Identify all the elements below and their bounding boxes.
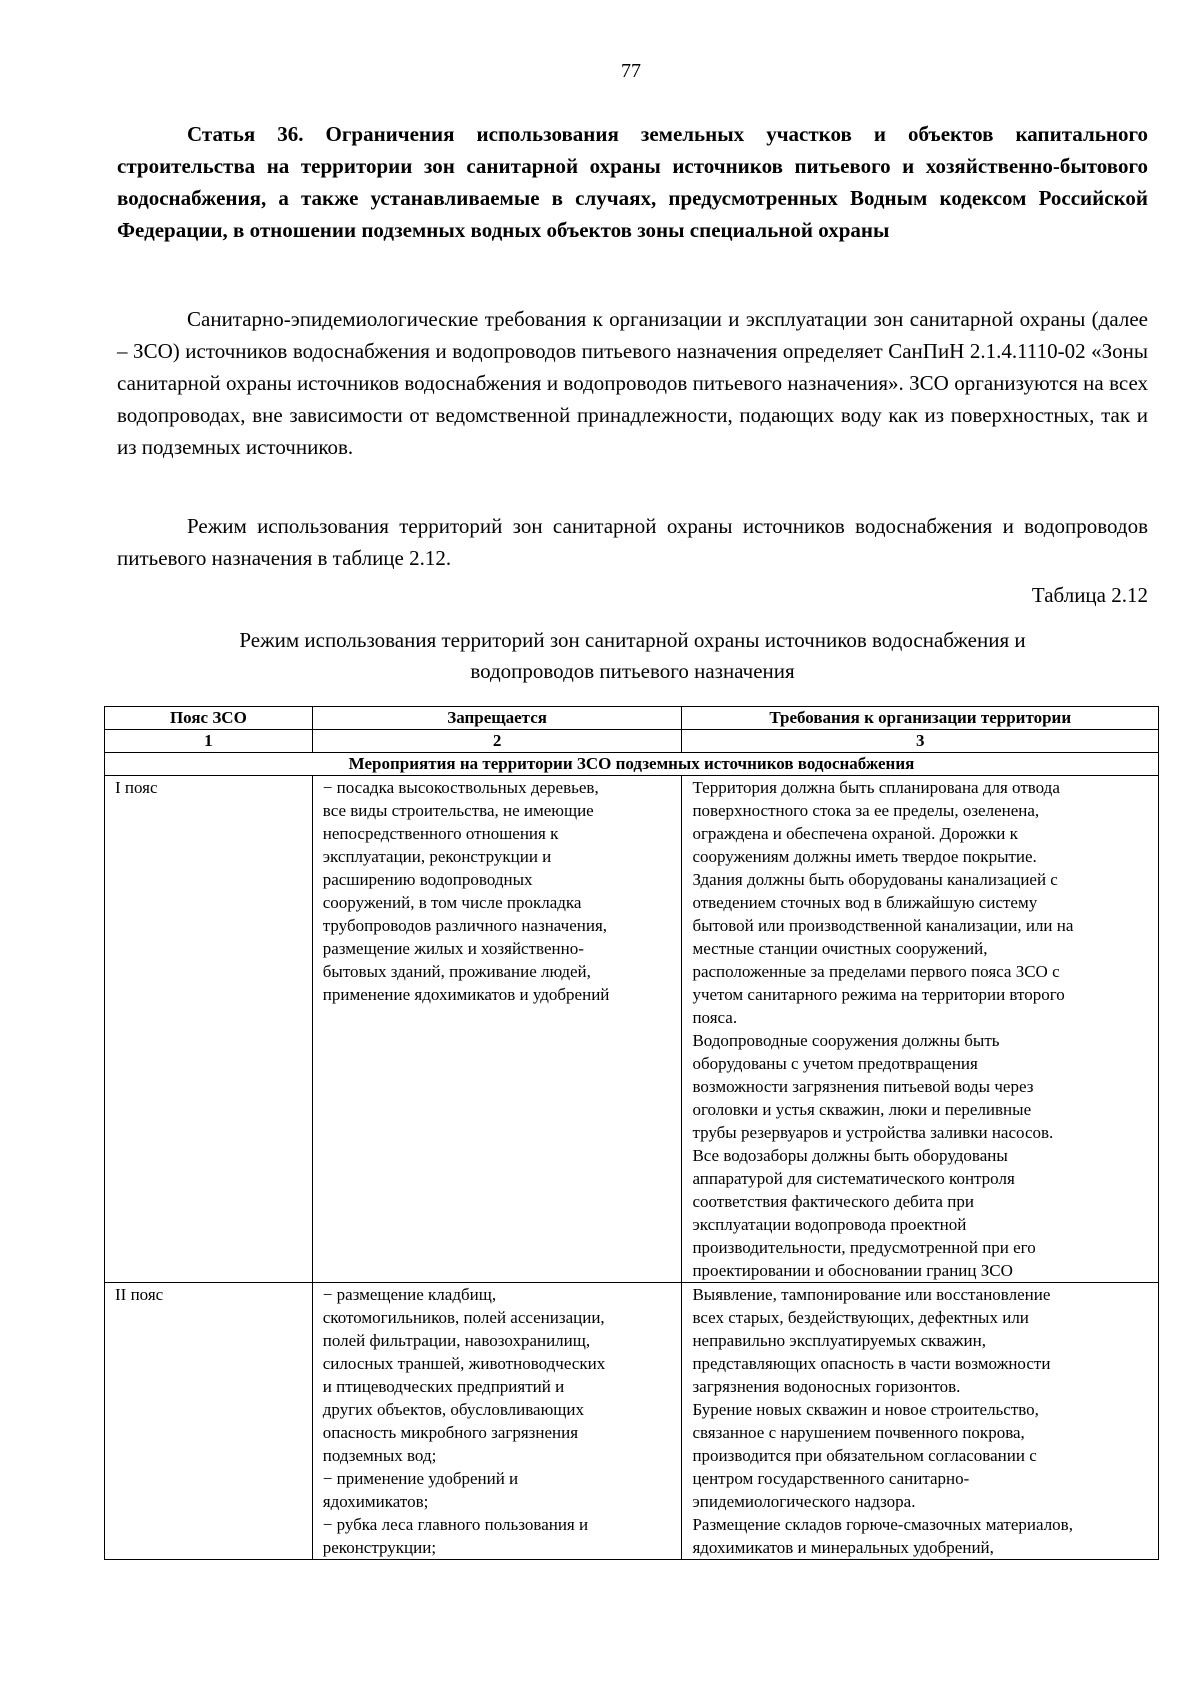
cell-line: − размещение кладбищ, <box>322 1285 497 1304</box>
cell-line: опасность микробного загрязнения <box>322 1423 579 1442</box>
cell-line: Размещение складов горюче-смазочных материалов, <box>692 1515 1073 1534</box>
table-label: Таблица 2.12 <box>1031 583 1148 607</box>
cell-line: Выявление, тампонирование или восстановление <box>692 1285 1051 1304</box>
prohibited-cell <box>312 776 682 1283</box>
cell-line: других объектов, обусловливающих <box>322 1400 584 1419</box>
cell-line: аппаратурой для систематического контроля <box>692 1169 1015 1188</box>
cell-line: − посадка высокоствольных деревьев, <box>322 778 599 797</box>
cell-line: трубы резервуаров и устройства заливки насосов. <box>692 1123 1054 1142</box>
cell-line: загрязнения водоносных горизонтов. <box>692 1377 961 1396</box>
article-title-text: Статья 36. Ограничения использования земельных участков и объектов капитального строительства на территории зон санитарной охраны источников питьевого и хозяйственно-бытового водоснабжения, а также устанавливаемые в случаях, предусмотренных Водным кодексом Российской Федерации, в отношении подземных водных объектов зоны специальной охраны <box>117 122 1148 242</box>
cell-line: скотомогильников, полей ассенизации, <box>322 1308 605 1327</box>
cell-line: возможности загрязнения питьевой воды через <box>692 1077 1034 1096</box>
cell-line: бытовой или производственной канализации, или на <box>692 916 1074 935</box>
article-title <box>117 118 1148 246</box>
cell-line: − рубка леса главного пользования и <box>322 1515 589 1534</box>
cell-line: эксплуатации, реконструкции и <box>322 847 552 866</box>
cell-line: расширению водопроводных <box>322 870 533 889</box>
cell-line: неправильно эксплуатируемых скважин, <box>692 1331 986 1350</box>
header-prohibited: Запрещается <box>312 707 682 730</box>
cell-line: пояса. <box>692 1008 738 1027</box>
cell-line: производительности, предусмотренной при его <box>692 1238 1036 1257</box>
prohibited-cell <box>312 1283 682 1560</box>
table-caption-line: Режим использования территорий зон санитарной охраны источников водоснабжения и <box>239 628 1026 652</box>
cell-line: ядохимикатов; <box>322 1492 429 1511</box>
cell-line: Все водозаборы должны быть оборудованы <box>692 1146 1008 1165</box>
paragraph-regime: Режим использования территорий зон санитарной охраны источников водоснабжения и водопроводов питьевого назначения в таблице 2.12. <box>117 514 1148 570</box>
cell-line: отведением сточных вод в ближайшую систему <box>692 893 1038 912</box>
cell-line: Водопроводные сооружения должны быть <box>692 1031 1000 1050</box>
column-number: 3 <box>682 730 1159 753</box>
cell-line: сооружений, в том числе прокладка <box>322 893 582 912</box>
cell-line: эпидемиологического надзора. <box>692 1492 916 1511</box>
cell-line: учетом санитарного режима на территории второго <box>692 985 1065 1004</box>
table-header-row <box>105 707 1159 730</box>
cell-line: соответствия фактического дебита при <box>692 1192 974 1211</box>
cell-line: сооружениям должны иметь твердое покрытие. <box>692 847 1037 866</box>
table-row <box>105 776 1159 1283</box>
cell-line: силосных траншей, животноводческих <box>322 1354 606 1373</box>
zso-table <box>104 706 1159 1560</box>
cell-line: непосредственного отношения к <box>322 824 559 843</box>
belt-cell: II пояс <box>105 1283 313 1560</box>
cell-line: все виды строительства, не имеющие <box>322 801 594 820</box>
table-caption <box>117 625 1148 687</box>
cell-line: всех старых, бездействующих, дефектных или <box>692 1308 1029 1327</box>
table-caption-line: водопроводов питьевого назначения <box>470 659 795 683</box>
column-number: 1 <box>105 730 313 753</box>
cell-line: бытовых зданий, проживание людей, <box>322 962 591 981</box>
cell-line: Бурение новых скважин и новое строительство, <box>692 1400 1039 1419</box>
paragraph-sanpin: Санитарно-эпидемиологические требования к организации и эксплуатации зон санитарной охраны (далее – ЗСО) источников водоснабжения и водопроводов питьевого назначения определяет СанПиН 2.1.4.1110-02 «Зоны санитарной охраны источников водоснабжения и водопроводов питьевого назначения». ЗСО организуются на всех водопроводах, вне зависимости от ведомственной принадлежности, подающих воду как из поверхностных, так и из подземных источников. <box>117 307 1148 459</box>
cell-line: подземных вод; <box>322 1446 437 1465</box>
requirements-cell <box>682 1283 1159 1560</box>
section-heading: Мероприятия на территории ЗСО подземных источников водоснабжения <box>105 753 1159 776</box>
table-row <box>105 1283 1159 1560</box>
cell-line: проектировании и обосновании границ ЗСО <box>692 1261 1013 1280</box>
cell-line: центром государственного санитарно- <box>692 1469 970 1488</box>
cell-line: производится при обязательном согласовании с <box>692 1446 1037 1465</box>
cell-line: ограждена и обеспечена охраной. Дорожки к <box>692 824 1018 843</box>
cell-line: трубопроводов различного назначения, <box>322 916 608 935</box>
cell-line: поверхностного стока за ее пределы, озеленена, <box>692 801 1040 820</box>
cell-line: Здания должны быть оборудованы канализацией с <box>692 870 1058 889</box>
cell-line: реконструкции; <box>322 1538 437 1557</box>
requirements-cell <box>682 776 1159 1283</box>
cell-line: оголовки и устья скважин, люки и переливные <box>692 1100 1032 1119</box>
header-belt: Пояс ЗСО <box>105 707 313 730</box>
cell-line: − применение удобрений и <box>322 1469 519 1488</box>
page-number: 77 <box>621 60 641 82</box>
cell-line: и птицеводческих предприятий и <box>322 1377 565 1396</box>
cell-line: представляющих опасность в части возможности <box>692 1354 1051 1373</box>
table-section-row <box>105 753 1159 776</box>
cell-line: расположенные за пределами первого пояса ЗСО с <box>692 962 1060 981</box>
table-number-row <box>105 730 1159 753</box>
column-number: 2 <box>312 730 682 753</box>
cell-line: размещение жилых и хозяйственно- <box>322 939 584 958</box>
cell-line: местные станции очистных сооружений, <box>692 939 988 958</box>
belt-cell: I пояс <box>105 776 313 1283</box>
cell-line: оборудованы с учетом предотвращения <box>692 1054 978 1073</box>
cell-line: полей фильтрации, навозохранилищ, <box>322 1331 591 1350</box>
cell-line: Территория должна быть спланирована для отвода <box>692 778 1060 797</box>
header-requirements: Требования к организации территории <box>682 707 1159 730</box>
cell-line: ядохимикатов и минеральных удобрений, <box>692 1538 994 1557</box>
cell-line: эксплуатации водопровода проектной <box>692 1215 967 1234</box>
cell-line: связанное с нарушением почвенного покрова, <box>692 1423 1025 1442</box>
cell-line: применение ядохимикатов и удобрений <box>322 985 610 1004</box>
